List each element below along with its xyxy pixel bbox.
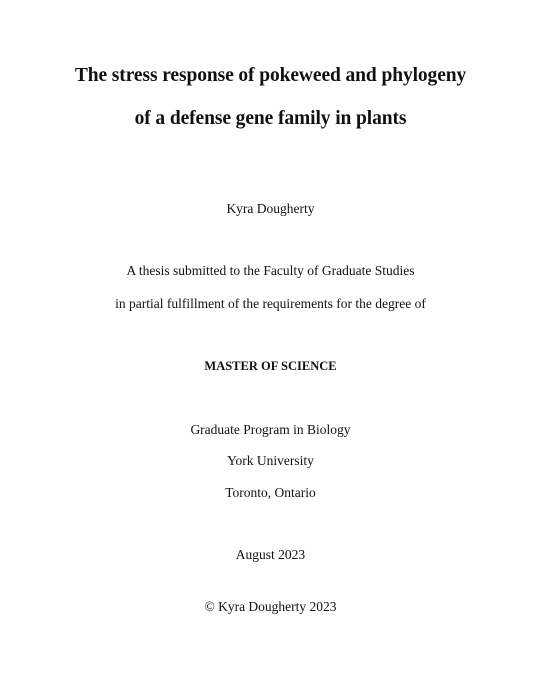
university-location: Toronto, Ontario xyxy=(225,485,316,500)
degree-name: MASTER OF SCIENCE xyxy=(204,359,337,373)
submission-statement-line-1: A thesis submitted to the Faculty of Graduate Studies xyxy=(126,263,415,278)
submission-date: August 2023 xyxy=(235,547,306,562)
thesis-title-line-2: of a defense gene family in plants xyxy=(134,108,407,129)
graduate-program: Graduate Program in Biology xyxy=(190,422,351,437)
thesis-title-line-1: The stress response of pokeweed and phylogeny xyxy=(74,65,467,86)
submission-statement-line-2: in partial fulfillment of the requirements for the degree of xyxy=(115,296,426,311)
university-name: York University xyxy=(227,453,314,468)
author-name: Kyra Dougherty xyxy=(226,201,315,216)
copyright-notice: © Kyra Dougherty 2023 xyxy=(204,599,337,614)
